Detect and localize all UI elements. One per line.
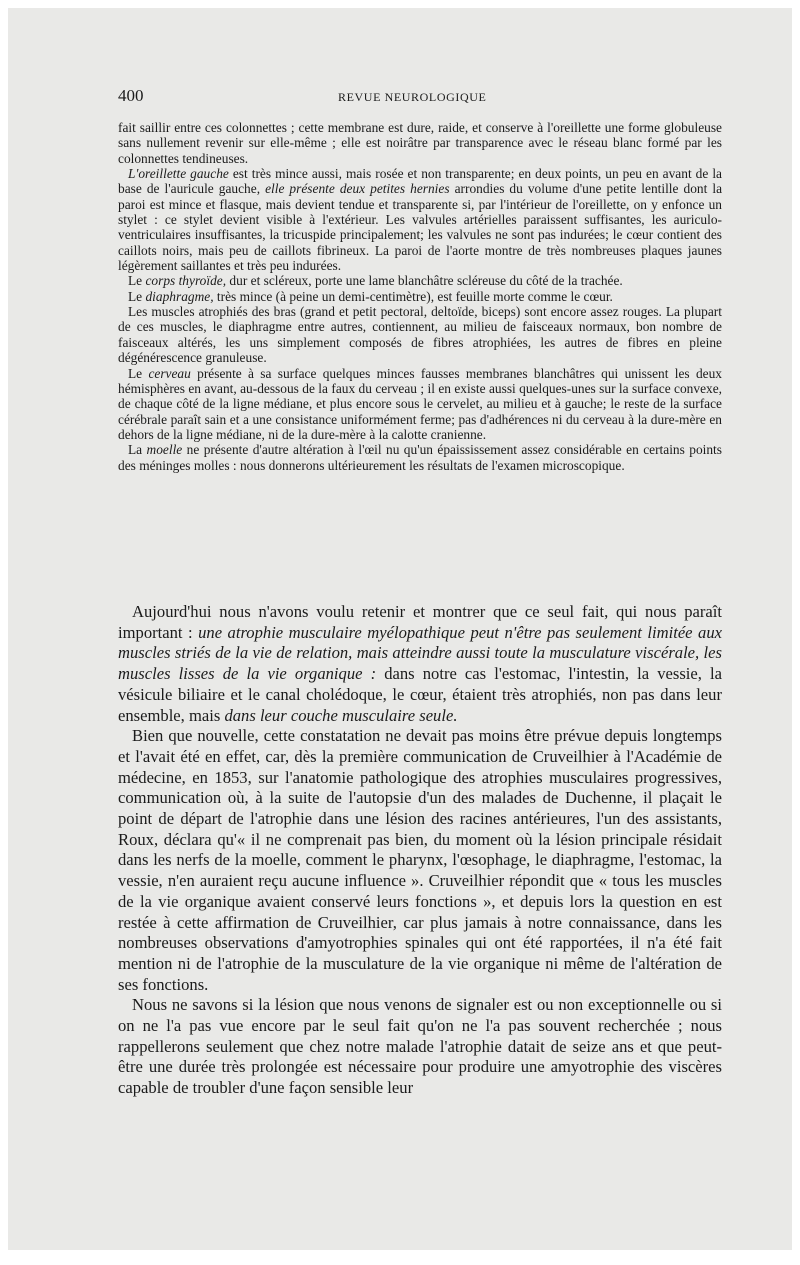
text-run: Les muscles atrophiés des bras (grand et petit pectoral, deltoïde, biceps) sont encore assez rouges. La plupart de ces muscles, le diaphragme entre autres, contiennent, au milieu de faisceaux normaux, bon nombre de faisceaux altérés, les uns simplement composés de fibres atrophiées, les autres de fibres en pleine dégénérescence granuleuse. <box>118 304 722 366</box>
paragraph <box>118 289 722 304</box>
text-run: une atrophie musculaire myélopathique peut n'être pas seulement limitée aux muscles striés de la vie de relation, mais atteindre aussi toute la musculature viscérale, les muscles lisses de la vie organique : <box>118 622 722 684</box>
document-page <box>8 8 792 1250</box>
text-run: corps thyroïde, <box>145 273 227 289</box>
paragraph <box>118 166 722 273</box>
text-run: est très mince aussi, mais rosée et non transparente; en deux points, un peu en avant de la base de l'auricule gauche, <box>118 166 722 197</box>
text-run: moelle <box>146 442 183 458</box>
text-run: dans leur couche musculaire seule. <box>224 705 458 725</box>
text-run: diaphragme, <box>145 288 214 304</box>
text-run: dans notre cas l'estomac, l'intestin, la vessie, la vésicule biliaire et le canal cholédoque, le cœur, étaient très atrophiés, non pas dans leur ensemble, mais <box>118 664 722 725</box>
paragraph <box>118 726 722 995</box>
text-run: Le <box>128 288 146 304</box>
text-run: oreillette gauche <box>138 166 229 182</box>
text-run: arrondies du volume d'une petite lentille dont la paroi est mince et flasque, mais devient tendue et transparente si, par l'intérieur de l'oreillette, on y enfonce un stylet : ce stylet devient visible à l'extérieur. Les valvules artérielles paraissent suffisantes, les auriculo-ventriculaires insuffisantes, la tricuspide principalement; les valvules ne sont pas indurées; le cœur contient des caillots noirs, mais peu de caillots fibrineux. La paroi de l'aorte montre de très nombreuses plaques jaunes légèrement saillantes et très peu indurées. <box>118 181 723 274</box>
text-run: elle présente deux petites hernies <box>265 181 450 197</box>
paragraph <box>118 442 722 473</box>
paragraph <box>118 304 722 365</box>
text-run: très mince (à peine un demi-centimètre), est feuille morte comme le cœur. <box>213 288 613 304</box>
text-run: Bien que nouvelle, cette constatation ne devait pas moins être prévue depuis longtemps et l'avait été en effet, car, dès la première communication de Cruveilhier à l'Académie de médecine, en 1853, sur l'anatomie pathologique des atrophies musculaires progressives, communication où, à la suite de l'autopsie d'un des malades de Duchenne, il plaçait le point de départ de l'atrophie dans une lésion des racines antérieures, l'un des assistants, Roux, déclara qu'« il ne comprenait pas bien, du moment où la lésion principale résidait dans les nerfs de la moelle, comment le pharynx, l'œsophage, le diaphragme, l'estomac, la vessie, n'en auraient reçu aucune influence ». Cruveilhier répondit que « tous les muscles de la vie organique avaient conservé leurs fonctions », et depuis lors la question en est restée à cette affirmation de Cruveilhier, car plus jamais à notre connaissance, dans les nombreuses observations d'amyotrophies spinales qui ont été rapportées, il n'a été fait mention ni de l'atrophie de la musculature de la vie organique ni même de l'altération de ses fonctions. <box>118 726 722 994</box>
paragraph <box>118 273 722 288</box>
text-run: Nous ne savons si la lésion que nous venons de signaler est ou non exceptionnelle ou si on ne l'a pas vue encore par le seul fait qu'on ne l'a pas souvent recherchée ; nous rappellerons seulement que chez notre malade l'atrophie datait de seize ans et que peut-être une durée très prolongée est nécessaire pour produire une amyotrophie des viscères capable de troubler d'une façon sensible leur <box>118 995 722 1098</box>
paragraph <box>118 602 722 726</box>
text-run: ne présente d'autre altération à l'œil nu qu'un épaississement assez considérable en certains points des méninges molles : nous donnerons ultérieurement les résultats de l'examen microscopique. <box>118 442 722 473</box>
text-run: Aujourd'hui nous n'avons voulu retenir et montrer que ce seul fait, qui nous paraît important : <box>118 602 722 642</box>
main-text <box>118 602 722 1099</box>
text-run: présente à sa surface quelques minces fausses membranes blanchâtres qui unissent les deux hémisphères en avant, au-dessous de la faux du cerveau ; il en existe aussi quelques-unes sur la surface convexe, de chaque côté de la ligne médiane, et plus encore sous le cervelet, au milieu et à gauche; le reste de la surface cérébrale paraît sain et a une consistance uniformément ferme; pas d'adhérences ni du cerveau à la dure-mère en dehors de la ligne médiane, ni de la dure-mère à la calotte cranienne. <box>118 365 722 442</box>
text-run: Le <box>128 365 149 381</box>
text-run: dur et scléreux, porte une lame blanchâtre scléreuse du côté de la trachée. <box>226 273 623 289</box>
observation-notes <box>118 120 722 473</box>
text-run: Le <box>128 273 146 289</box>
text-run: L' <box>128 166 139 182</box>
paragraph <box>118 120 722 166</box>
text-run: La <box>128 442 147 458</box>
paragraph <box>118 995 722 1099</box>
running-title: REVUE NEUROLOGIQUE <box>338 90 487 104</box>
page-number: 400 <box>118 86 144 105</box>
paragraph <box>118 366 722 443</box>
text-run: fait saillir entre ces colonnettes ; cette membrane est dure, raide, et conserve à l'oreillette une forme globuleuse sans nullement revenir sur elle-même ; elle est noirâtre par transparence avec le réseau blanc formé par les colonnettes tendineuses. <box>118 120 722 166</box>
text-run: cerveau <box>148 365 191 381</box>
